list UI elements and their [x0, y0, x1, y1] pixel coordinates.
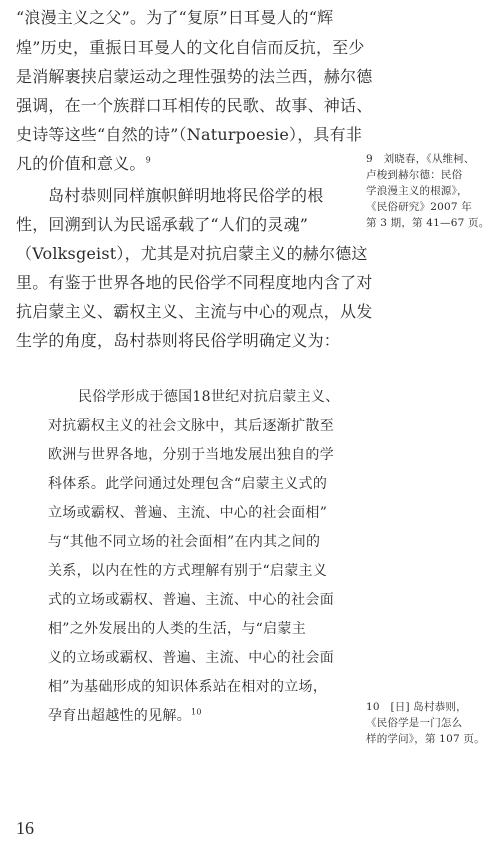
quote-line: 民俗学形成于德国18世纪对抗启蒙主义、 [78, 389, 340, 405]
quote-line: 相”为基础形成的知识体系站在相对的立场， [48, 679, 328, 695]
side-note-10-line: 样的学问》，第 107 页。 [366, 733, 485, 745]
side-note-10-line: 10 [日] 岛村恭则， [366, 701, 467, 713]
quote-line: 与“其他不同立场的社会面相”在内其之间的 [48, 534, 321, 550]
quote-line: 义的立场或霸权、普遍、主流、中心的社会面 [48, 650, 334, 666]
body-text-line: 抗启蒙主义、霸权主义、主流与中心的观点，从发 [16, 302, 373, 321]
quote-line: 对抗霸权主义的社会文脉中，其后逐渐扩散至 [48, 418, 334, 434]
body-text-line: 煌”历史，重振日耳曼人的文化自信而反抗，至少 [16, 38, 365, 57]
body-text-line: “浪漫主义之父”。为了“复原”日耳曼人的“辉 [16, 8, 334, 27]
quote-line: 立场或霸权、普遍、主流、中心的社会面相” [48, 505, 328, 521]
side-note-9-line: 《民俗研究》2007 年 [366, 201, 472, 213]
body-text-line: 是消解裹挟启蒙运动之理性强势的法兰西，赫尔德 [16, 67, 373, 86]
quote-line: 关系，以内在性的方式理解有别于“启蒙主义 [48, 563, 328, 579]
quote-line: 式的立场或霸权、普遍、主流、中心的社会面 [48, 592, 334, 608]
body-text-line: 岛村恭则同样旗帜鲜明地将民俗学的根 [48, 186, 324, 205]
side-note-9-line: 卢梭到赫尔德：民俗 [366, 169, 463, 181]
quote-text-span: 孕育出超越性的见解。 [48, 708, 191, 724]
body-text-line: （Volksgeist），尤其是对抗启蒙主义的赫尔德这 [16, 244, 368, 263]
side-note-9-line: 9 刘晓春，《从维柯、 [366, 153, 475, 165]
body-text-line [16, 154, 151, 174]
body-text-line: 强调，在一个族群口耳相传的民歌、故事、神话、 [16, 96, 373, 115]
side-note-9-line: 学浪漫主义的根源》， [366, 185, 468, 197]
body-text-line: 里。有鉴于世界各地的民俗学不同程度地内含了对 [16, 273, 373, 292]
quote-line: 欧洲与世界各地，分别于当地发展出独自的学 [48, 447, 334, 463]
body-text-span: 凡的价值和意义。 [16, 154, 146, 173]
footnote-ref-9[interactable]: 9 [145, 155, 151, 165]
body-text-line: 性，回溯到认为民谣承载了“人们的灵魂” [16, 215, 309, 234]
quote-line: 相”之外发展出的人类的生活，与“启蒙主 [48, 621, 307, 637]
page-number: 16 [16, 818, 34, 838]
quote-line: 科体系。此学问通过处理包含“启蒙主义式的 [48, 476, 328, 492]
body-text-line: 生学的角度，岛村恭则将民俗学明确定义为： [16, 331, 341, 350]
body-text-line: 史诗等这些“自然的诗”（Naturpoesie），具有非 [16, 125, 363, 144]
side-note-9-line: 第 3 期，第 41—67 页。 [366, 217, 490, 229]
quote-line [48, 707, 202, 725]
footnote-ref-10[interactable]: 10 [191, 707, 202, 717]
side-note-10-line: 《民俗学是一门怎么 [366, 717, 463, 729]
